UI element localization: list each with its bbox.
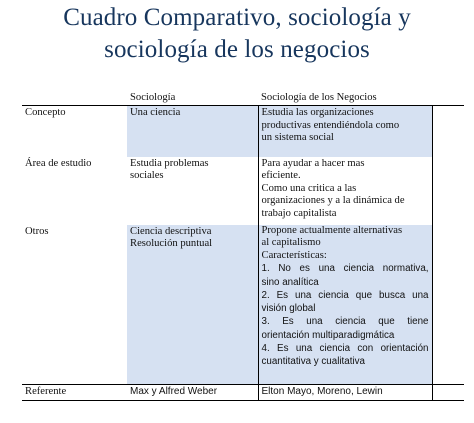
document-title <box>0 2 474 66</box>
cell-line: sociales <box>130 170 164 182</box>
cell-line: al capitalismo <box>261 237 321 249</box>
cell-line: trabajo capitalista <box>261 207 337 219</box>
cell-line: sino analítica <box>261 276 319 288</box>
table-row-area-de-estudio <box>22 157 464 225</box>
header-sociologia-negocios: Sociología de los Negocios <box>258 92 432 106</box>
table-row-concepto <box>22 106 464 157</box>
cell-sociologia <box>127 157 258 225</box>
header-sociologia: Sociología <box>127 92 258 106</box>
cell-sociologia <box>127 106 258 157</box>
row-label: Referente <box>22 385 127 401</box>
cell-line: Elton Mayo, Moreno, Lewin <box>261 386 383 397</box>
title-line-2: sociología de los negocios <box>104 36 370 63</box>
cell-negocios <box>258 385 432 401</box>
cell-line: Propone actualmente alternativas <box>261 224 403 236</box>
cell-line: eficiente. <box>261 170 301 182</box>
table-header-row <box>22 92 464 106</box>
comparison-table <box>22 92 464 401</box>
cell-sociologia <box>127 225 258 385</box>
cell-sociologia <box>127 385 258 401</box>
row-label: Otros <box>25 225 49 237</box>
cell-line: 4. Es una ciencia con orientación <box>261 343 429 355</box>
cell-line: Resolución puntual <box>130 238 213 250</box>
cell-line: 3. Es una ciencia que tiene <box>261 316 429 328</box>
cell-line: Características: <box>261 249 327 261</box>
cell-line: productivas entendiéndola como <box>261 119 400 131</box>
cell-line: un sistema social <box>261 132 334 144</box>
cell-negocios <box>258 157 432 225</box>
cell-line: 2. Es una ciencia que busca una <box>261 289 429 301</box>
cell-line: Para ayudar a hacer mas <box>261 157 365 169</box>
header-empty <box>22 92 127 106</box>
table-row-referente <box>22 385 464 401</box>
cell-line: visión global <box>261 303 316 315</box>
title-line-1: Cuadro Comparativo, sociología y <box>63 4 411 31</box>
cell-line: Ciencia descriptiva <box>130 225 212 237</box>
cell-line: orientación multiparadigmática <box>261 329 395 341</box>
cell-line: Estudia las organizaciones <box>261 107 374 118</box>
cell-negocios <box>258 225 432 385</box>
cell-line: 1. No es una ciencia normativa, <box>261 263 429 275</box>
table-row-otros <box>22 225 464 385</box>
cell-line: Una ciencia <box>130 107 181 118</box>
row-label: Área de estudio <box>25 157 92 169</box>
cell-line: Max y Alfred Weber <box>130 386 218 397</box>
cell-line: Como una critica a las <box>261 182 357 194</box>
row-label: Concepto <box>25 107 66 118</box>
cell-negocios <box>258 106 432 157</box>
cell-line: Estudia problemas <box>130 157 209 169</box>
cell-line: organizaciones y a la dinámica de <box>261 195 405 207</box>
cell-line: cuantitativa y cualitativa <box>261 356 365 368</box>
